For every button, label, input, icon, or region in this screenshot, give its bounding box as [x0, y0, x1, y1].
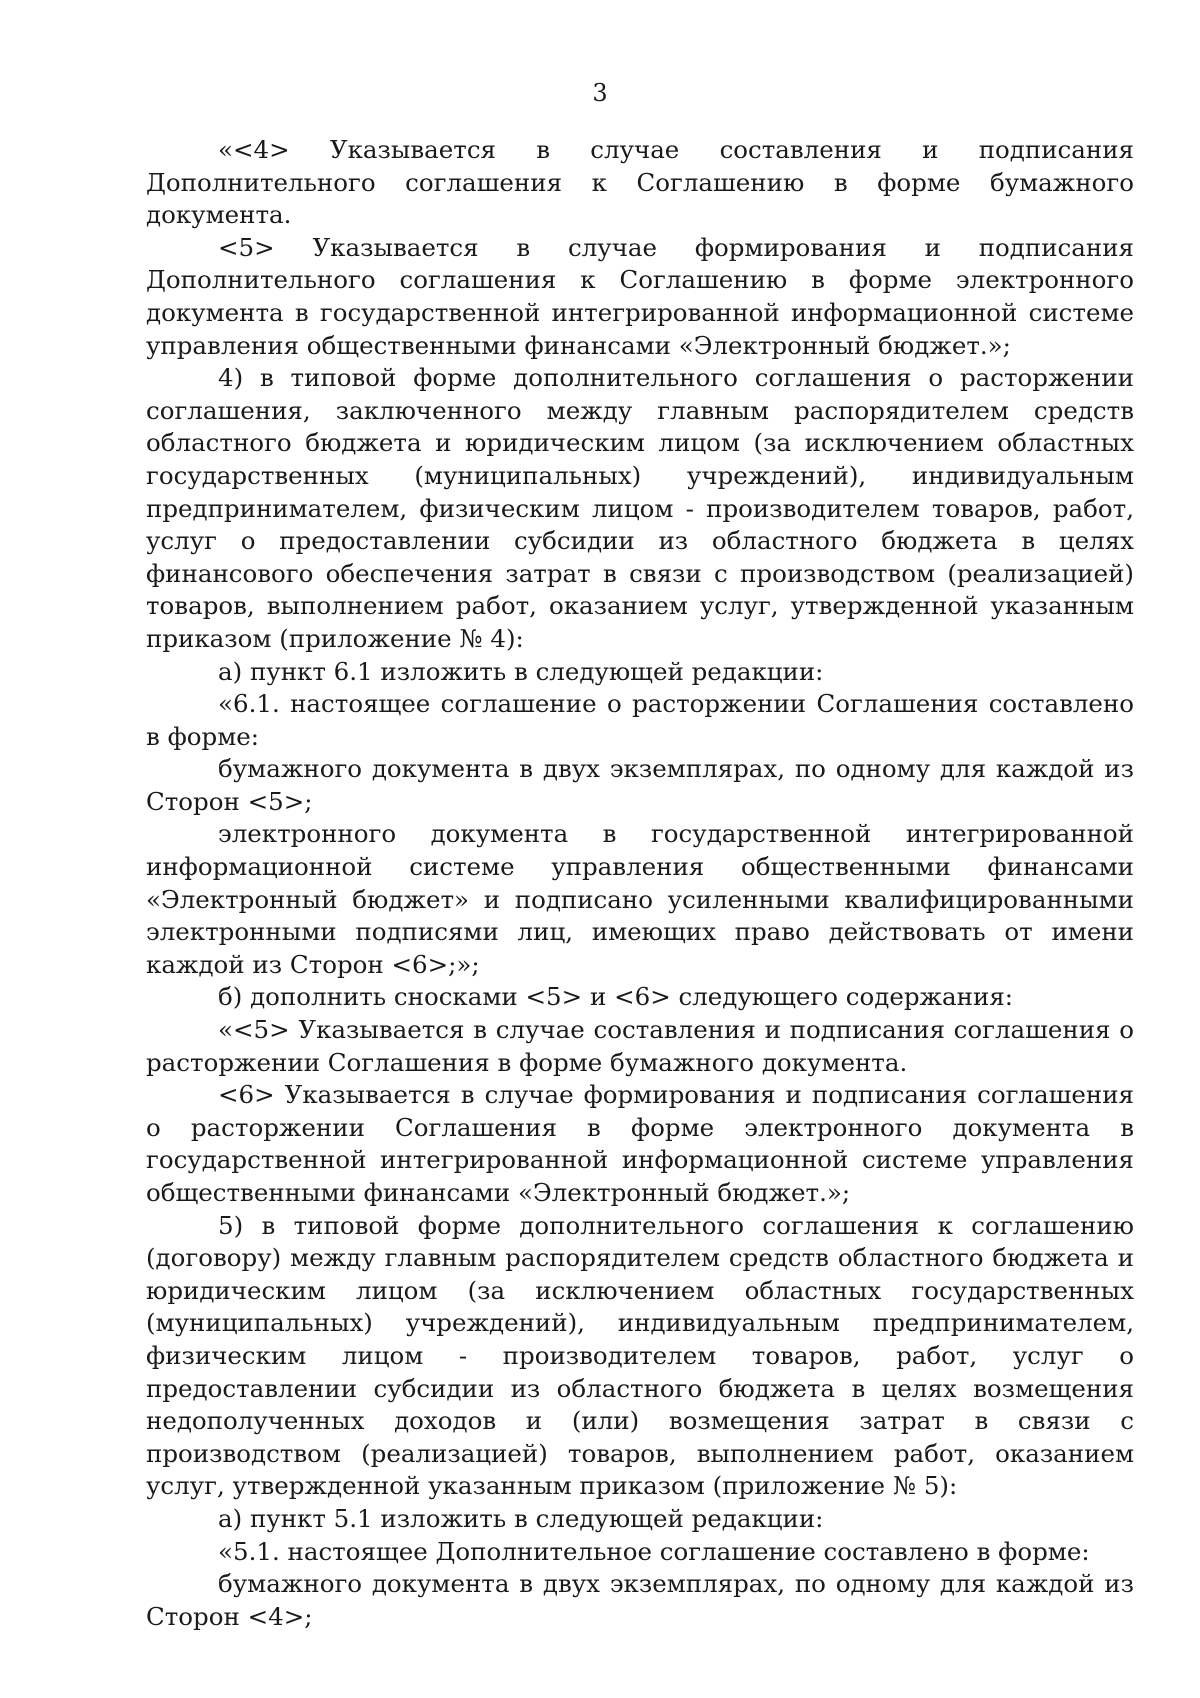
paragraph-footnote-5: <5> Указывается в случае формирования и подписания Дополнительного соглашения к Соглашению в форме электронного документа в государственной интегрированной информационной системе управления общественными финансами «Электронный бюджет.»;: [146, 232, 1134, 360]
paragraph-item-4: 4) в типовой форме дополнительного соглашения о расторжении соглашения, заключенного между главным распорядителем средств областного бюджета и юридическим лицом (за исключением областных государственных (муниципальных) учреждений), индивидуальным предпринимателем, физическим лицом - производителем товаров, работ, услуг о предоставлении субсидии из областного бюджета в целях финансового обеспечения затрат в связи с производством (реализацией) товаров, выполнением работ, оказанием услуг, утвержденной указанным приказом (приложение № 4):: [146, 363, 1134, 653]
paragraph-clause-5-1: «5.1. настоящее Дополнительное соглашение составлено в форме:: [218, 1536, 1090, 1566]
paragraph-paper-form-2: бумажного документа в двух экземплярах, по одному для каждой из Сторон <4>;: [146, 1569, 1134, 1631]
paragraph-subitem-a-2: а) пункт 5.1 изложить в следующей редакции:: [218, 1503, 824, 1533]
paragraph-paper-form: бумажного документа в двух экземплярах, по одному для каждой из Сторон <5>;: [146, 754, 1134, 816]
paragraph-footnote-6-new: <6> Указывается в случае формирования и подписания соглашения о расторжении Соглашения в форме электронного документа в государственной интегрированной информационной системе управления общественными финансами «Электронный бюджет.»;: [146, 1080, 1134, 1207]
paragraph-electronic-form: электронного документа в государственной интегрированной информационной системе управления общественными финансами «Электронный бюджет» и подписано усиленными квалифицированными электронными подписями лиц, имеющих право действовать от имени каждой из Сторон <6>;»;: [146, 819, 1134, 979]
document-body: [146, 134, 1134, 1633]
paragraph-item-5: 5) в типовой форме дополнительного соглашения к соглашению (договору) между главным распорядителем средств областного бюджета и юридическим лицом (за исключением областных государственных (муниципальных) учреждений), индивидуальным предпринимателем, физическим лицом - производителем товаров, работ, услуг о предоставлении субсидии из областного бюджета в целях возмещения недополученных доходов и (или) возмещения затрат в связи с производством (реализацией) товаров, выполнением работ, оказанием услуг, утвержденной указанным приказом (приложение № 5):: [146, 1210, 1134, 1501]
paragraph-subitem-b: б) дополнить сносками <5> и <6> следующего содержания:: [218, 982, 1014, 1012]
paragraph-clause-6-1: «6.1. настоящее соглашение о расторжении Соглашения составлено в форме:: [146, 689, 1134, 751]
page-number: 3: [592, 79, 608, 107]
paragraph-subitem-a: а) пункт 6.1 изложить в следующей редакции:: [218, 656, 824, 686]
paragraph-footnote-4: «<4> Указывается в случае составления и подписания Дополнительного соглашения к Соглашению в форме бумажного документа.: [146, 135, 1134, 230]
paragraph-footnote-5-new: «<5> Указывается в случае составления и подписания соглашения о расторжении Соглашения в форме бумажного документа.: [146, 1015, 1134, 1077]
